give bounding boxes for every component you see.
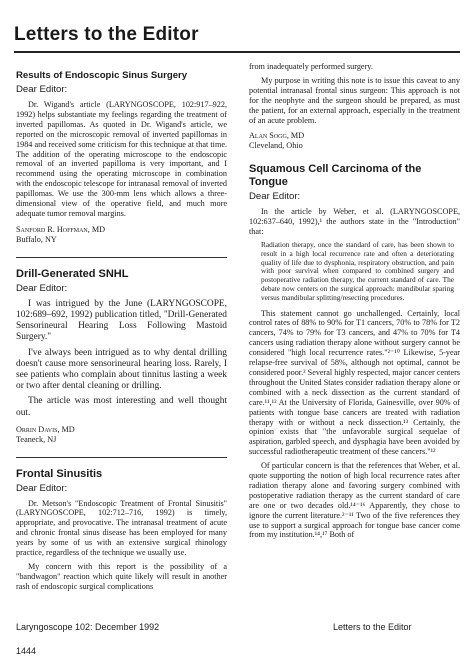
author-location: Buffalo, NY <box>16 234 57 244</box>
letter-title: Drill-Generated SNHL <box>16 267 129 280</box>
author-name: Alan Sogg, MD <box>249 131 305 141</box>
letter-paragraph: Dr. Metson's "Endoscopic Treatment of Frontal Sinusitis" (LARYNGOSCOPE, 102:712–716, 1992) is timely, appropriate, and provocative. The intranasal treatment of acute and chronic frontal sinus disease has been employed for many years by some of us with an extensive surgical rhinology practice, regardless of the technique we usually use. <box>16 498 227 558</box>
author-name: Sanford R. Hoffman, MD <box>16 224 106 234</box>
letter-paragraph: I've always been intrigued as to why dental drilling doesn't cause more sensorineural hearing loss. Rarely, I see patients who complain about tinnitus lasting a week or two after dental cleaning or drilling. <box>16 347 227 392</box>
page-number: 1444 <box>16 646 37 656</box>
letter-frontal-sinusitis-continued <box>249 62 460 151</box>
journal-citation: Laryngoscope 102: December 1992 <box>16 622 160 632</box>
letter-paragraph: I was intrigued by the June (LARYNGOSCOPE, 102:689–692, 1992) publication titled, "Drill-Generated Sensorineural Hearing Loss Following Mastoid Surgery." <box>16 298 227 343</box>
letter-title: Frontal Sinusitis <box>16 467 103 480</box>
letter-paragraph: In the article by Weber, et al. (LARYNGOSCOPE, 102:637–640, 1992),¹ the authors state in the "Introduction" that: <box>249 207 460 237</box>
letter-title: Squamous Cell Carcinoma of the Tongue <box>249 163 422 189</box>
header-rule <box>14 51 460 53</box>
letter-paragraph: Dr. Wigand's article (LARYNGOSCOPE, 102:917–922, 1992) helps substantiate my feelings regarding the treatment of inverted papillomas. As quoted in Dr. Wigand's article, we reported on the microscopic removal of inverted papillomas in 1984 and received some criticism for this technique at that time. The addition of the operating microscope to the endoscopic removal of an inverted papilloma is very important, and I recommend using the operating microscope in combination with the endoscopic telescope for intranasal removal of inverted papillomas. We use the 300-mm lens which allows a three-dimensional view of the operative field, and much more adequate tumor removal margins. <box>16 100 227 218</box>
letter-paragraph: My purpose in writing this note is to issue this caveat to any potential intranasal frontal sinus surgeon: This approach is not for the neophyte and the surgeon should be prepared, as must the patient, for an external approach, especially in the treatment of an acute problem. <box>249 75 460 125</box>
letter-endoscopic-sinus-surgery <box>16 70 227 245</box>
page-header <box>14 8 460 52</box>
section-divider <box>16 257 227 258</box>
author-location: Cleveland, Ohio <box>249 141 303 151</box>
letter-squamous-cell-carcinoma <box>249 163 460 540</box>
letter-title: Results of Endoscopic Sinus Surgery <box>16 70 188 81</box>
left-column <box>16 62 227 596</box>
section-divider <box>16 457 227 458</box>
author-name: Orrin Davis, MD <box>16 424 75 434</box>
letter-paragraph: This statement cannot go unchallenged. Certainly, local control rates of 88% to 90% for T1 cancers, 70% to 78% for T2 cancers, 74% to 79% for T3 cancers, and 47% to 70% for T4 cancers using radiation therapy alone without surgery cannot be considered "high local recurrence rates."²⁻¹⁰ Likewise, 5-year relapse-free survival of 58%, although not optimal, cannot be considered poor.² Several highly respected, major cancer centers throughout the United States consider radiation therapy alone or combined with a neck dissection as the current standard of care.¹¹,¹² At the University of Florida, Gainesville, over 90% of patients with tongue base cancers are treated with radiation therapy with or without a neck dissection.¹³ Certainly, the opinion exists that "the unfavorable surgical sequelae of aspiration, garbled speech, and dysphagia have been avoided by successful radiotherapeutic treatment of these cancers."¹² <box>249 308 460 457</box>
letter-paragraph: from inadequately performed surgery. <box>249 62 373 71</box>
letter-paragraph: The article was most interesting and well thought out. <box>16 396 227 418</box>
letter-frontal-sinusitis <box>16 468 227 592</box>
letter-paragraph: My concern with this report is the possibility of a "bandwagon" reaction which quite likely will result in another rash of endoscopic surgical complications <box>16 561 227 591</box>
page-title: Letters to the Editor <box>14 24 199 45</box>
author-location: Teaneck, NJ <box>16 434 57 444</box>
salutation: Dear Editor: <box>249 191 301 203</box>
section-name: Letters to the Editor <box>333 622 412 632</box>
salutation: Dear Editor: <box>16 282 68 294</box>
right-column <box>249 62 460 544</box>
letter-drill-generated-snhl <box>16 268 227 445</box>
salutation: Dear Editor: <box>16 84 68 95</box>
block-quote: Radiation therapy, once the standard of care, has been shown to result in a high local recurrence rate and often a deteriorating quality of life due to dysphonia, respiratory obstruction, and pain with poor survival when compared to combined surgery and postoperative radiation therapy, the current standard of care. The debate now centers on the surgical approach: mandibular sparing versus mandibular splitting/resecting procedures. <box>261 239 454 302</box>
letter-paragraph: Of particular concern is that the references that Weber, et al. quote supporting the notion of high local recurrence rates after radiation therapy alone and favoring surgery combined with postoperative radiation therapy as the current standard of care are one or two decades old.¹⁴⁻¹⁶ Apparently, they chose to ignore the current literature.²⁻¹¹ Two of the five references they use to support a surgical approach for tongue base cancer come from my institution.¹⁴,¹⁷ Both of <box>249 461 460 540</box>
salutation: Dear Editor: <box>16 482 68 494</box>
